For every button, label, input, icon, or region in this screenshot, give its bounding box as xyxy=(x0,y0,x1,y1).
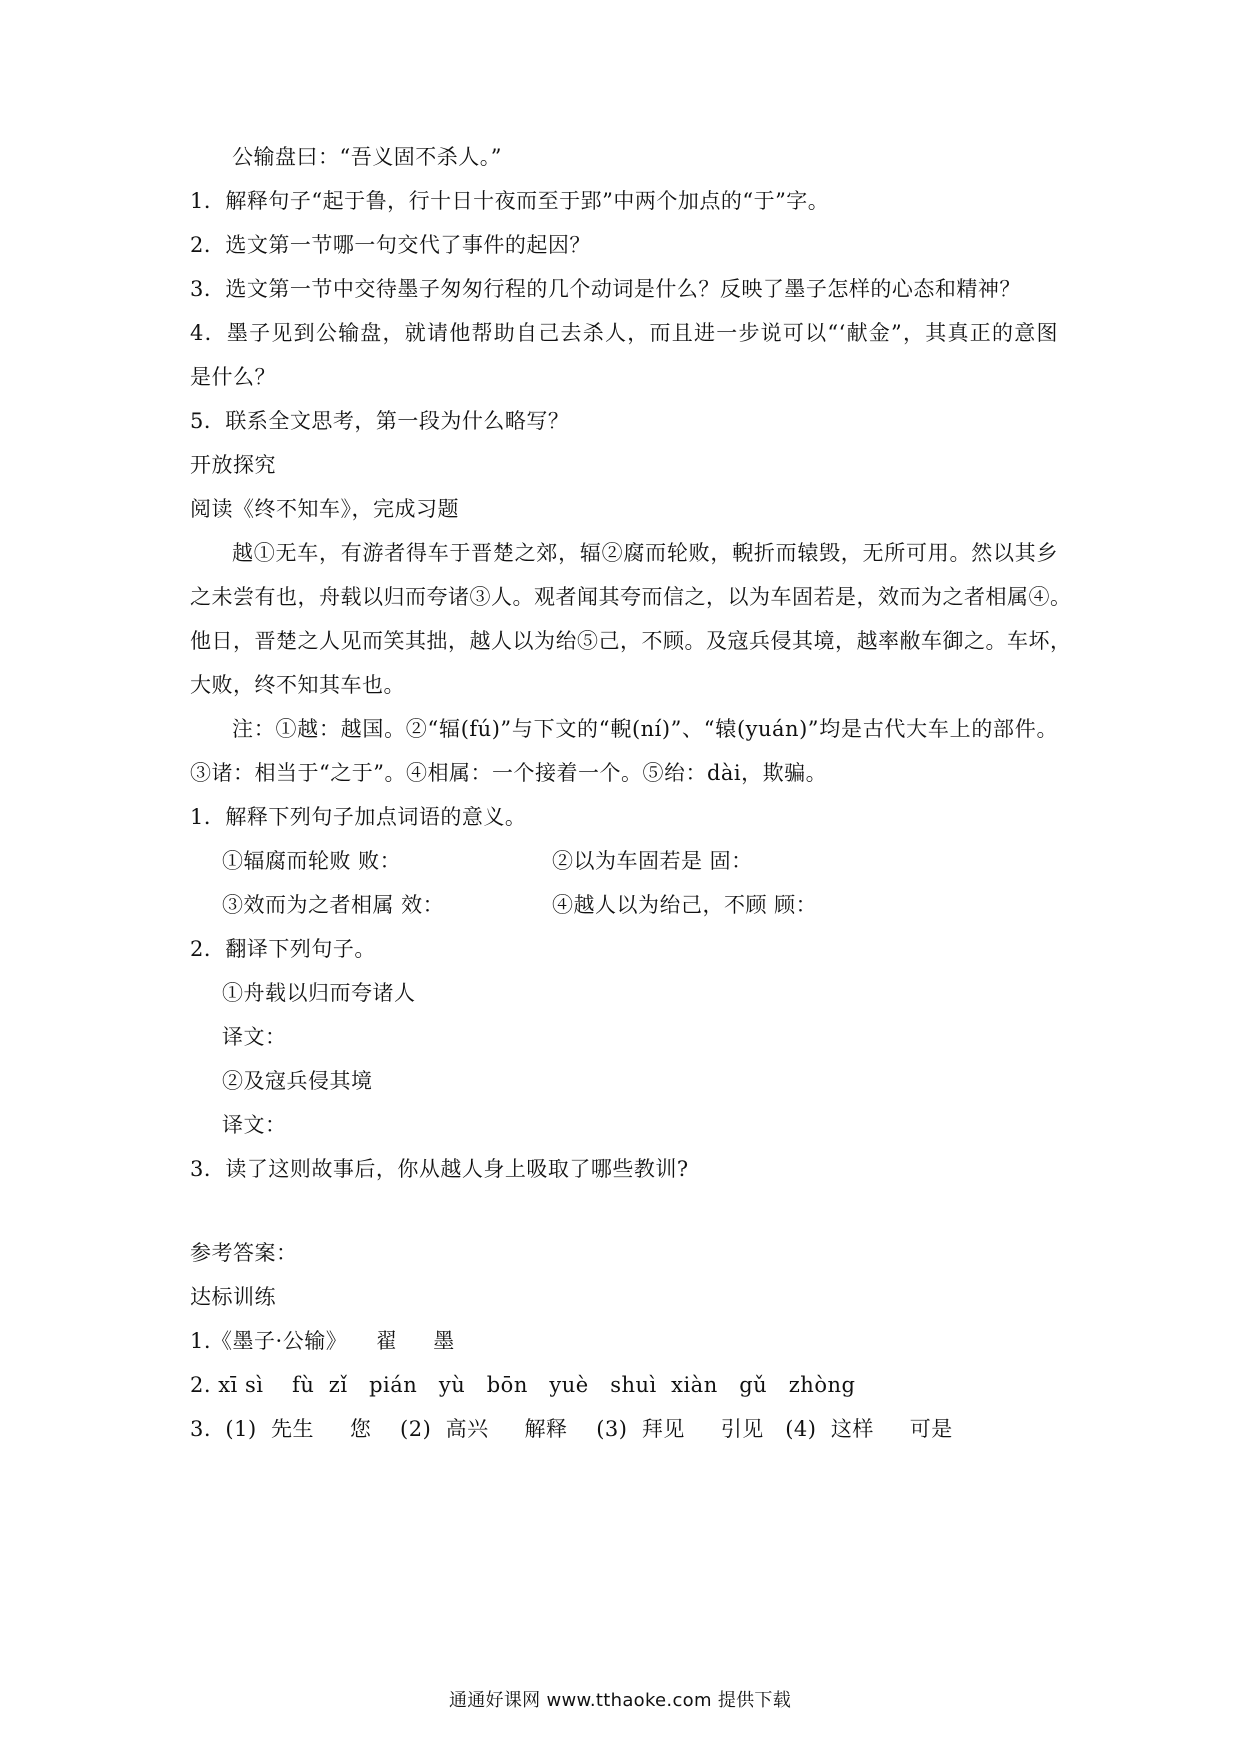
exercise-2-sentence-b: ②及寇兵侵其境 xyxy=(222,1069,373,1093)
answer-1: 1.《墨子·公输》 翟 墨 xyxy=(190,1329,455,1353)
exercise-2: 2．翻译下列句子。 xyxy=(190,937,376,961)
question-3: 3．选文第一节中交待墨子匆匆行程的几个动词是什么？反映了墨子怎样的心态和精神？ xyxy=(190,277,1021,301)
answer-3: 3. (1) 先生 您 (2) 高兴 解释 (3) 拜见 引见 (4) 这样 可是 xyxy=(190,1417,953,1441)
exercise-1-item-c: ③效而为之者相属 效： xyxy=(222,893,445,917)
exercise-1: 1．解释下列句子加点词语的意义。 xyxy=(190,805,527,829)
notes-line-2: ③诸：相当于“之于”。④相属：一个接着一个。⑤绐：dài，欺骗。 xyxy=(190,761,828,785)
question-4: 4．墨子见到公输盘，就请他帮助自己去杀人，而且进一步说可以“‘献金”，其真正的意图 xyxy=(190,321,1058,345)
translation-label-b: 译文： xyxy=(222,1113,287,1137)
translation-label-a: 译文： xyxy=(222,1025,287,1049)
answer-2: 2. xī sì fù zǐ pián yù bōn yuè shuì xiàn gǔ zhòng xyxy=(190,1373,856,1397)
notes-line-1: 注：①越：越国。②“辐(fú)”与下文的“輗(ní)”、“辕(yuán)”均是古代大车上的部件。 xyxy=(232,717,1058,741)
quote-line: 公输盘曰：“吾义固不杀人。” xyxy=(232,145,502,169)
answers-section-title: 达标训练 xyxy=(190,1285,276,1309)
passage-line-4: 大败，终不知其车也。 xyxy=(190,673,405,697)
question-5: 5．联系全文思考，第一段为什么略写？ xyxy=(190,409,570,433)
exercise-1-item-d: ④越人以为绐己，不顾 顾： xyxy=(552,893,818,917)
exercise-3: 3．读了这则故事后，你从越人身上吸取了哪些教训? xyxy=(190,1157,689,1181)
exercise-1-item-a: ①辐腐而轮败 败： xyxy=(222,849,402,873)
section-heading-open-inquiry: 开放探究 xyxy=(190,453,276,477)
question-1: 1．解释句子“起于鲁，行十日十夜而至于郢”中两个加点的“于”字。 xyxy=(190,189,830,213)
answers-heading: 参考答案： xyxy=(190,1241,298,1265)
exercise-2-sentence-a: ①舟载以归而夸诸人 xyxy=(222,981,416,1005)
passage-line-2: 之未尝有也，舟载以归而夸诸③人。观者闻其夸而信之，以为车固若是，效而为之者相属④。 xyxy=(190,585,1072,609)
page-footer: 通通好课网 www.tthaoke.com 提供下载 xyxy=(448,1690,792,1711)
reading-instruction: 阅读《终不知车》，完成习题 xyxy=(190,497,459,521)
question-2: 2．选文第一节哪一句交代了事件的起因？ xyxy=(190,233,591,257)
passage-line-3: 他日，晋楚之人见而笑其拙，越人以为绐⑤己，不顾。及寇兵侵其境，越率敝车御之。车坏， xyxy=(190,629,1072,653)
question-4-continued: 是什么？ xyxy=(190,365,276,389)
exercise-1-item-b: ②以为车固若是 固： xyxy=(552,849,753,873)
passage-line-1: 越①无车，有游者得车于晋楚之郊，辐②腐而轮败，輗折而辕毁，无所可用。然以其乡 xyxy=(232,541,1058,565)
